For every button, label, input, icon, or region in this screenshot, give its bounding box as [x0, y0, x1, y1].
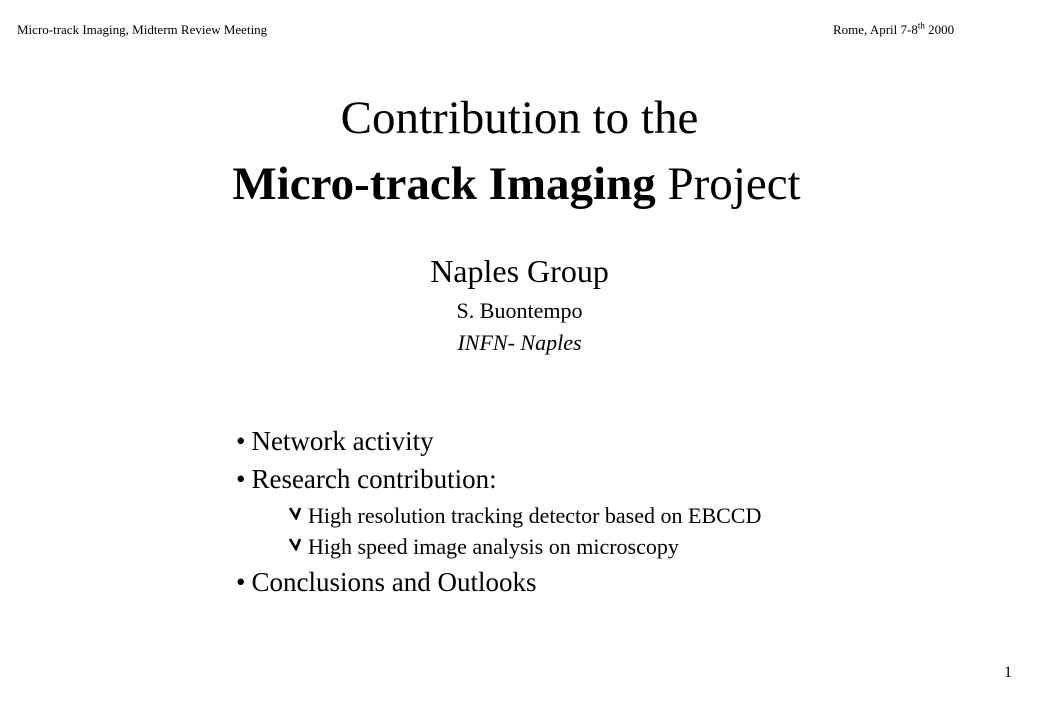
author-name: S. Buontempo: [456, 298, 583, 323]
bullet-text: Research contribution:: [251, 464, 497, 494]
bullet-marker: •: [236, 567, 246, 597]
header-meeting-title: Micro-track Imaging, Midterm Review Meeting: [17, 22, 268, 37]
sub-bullet-item: [288, 502, 761, 530]
sub-bullet-text: High speed image analysis on microscopy: [308, 534, 679, 559]
bullet-marker: •: [236, 464, 246, 494]
slide-title-bold-part: Micro-track Imaging: [232, 158, 656, 210]
bullet-text: Network activity: [251, 426, 434, 456]
page-number: 1: [1004, 664, 1012, 681]
checkmark-icon: [288, 506, 308, 520]
bullet-marker: •: [236, 426, 246, 456]
slide-title-line1: Contribution to the: [340, 92, 699, 144]
bullet-item: [236, 425, 434, 457]
bullet-item: [236, 566, 536, 598]
slide-title-line2: [0, 156, 1036, 212]
sub-bullet-text: High resolution tracking detector based on EBCCD: [308, 503, 762, 528]
header-date-prefix: Rome, April 7-8: [833, 22, 918, 37]
bullet-item: [236, 463, 497, 495]
slide-title-rest: Project: [655, 158, 801, 210]
bullet-text: Conclusions and Outlooks: [251, 567, 537, 597]
affiliation: INFN- Naples: [457, 330, 582, 355]
checkmark-icon: [288, 537, 308, 551]
sub-bullet-item: [288, 533, 679, 561]
header-date-superscript: th: [917, 20, 925, 31]
header-date-location: [833, 22, 954, 38]
group-name: Naples Group: [430, 253, 609, 289]
header-date-year: 2000: [924, 22, 955, 37]
